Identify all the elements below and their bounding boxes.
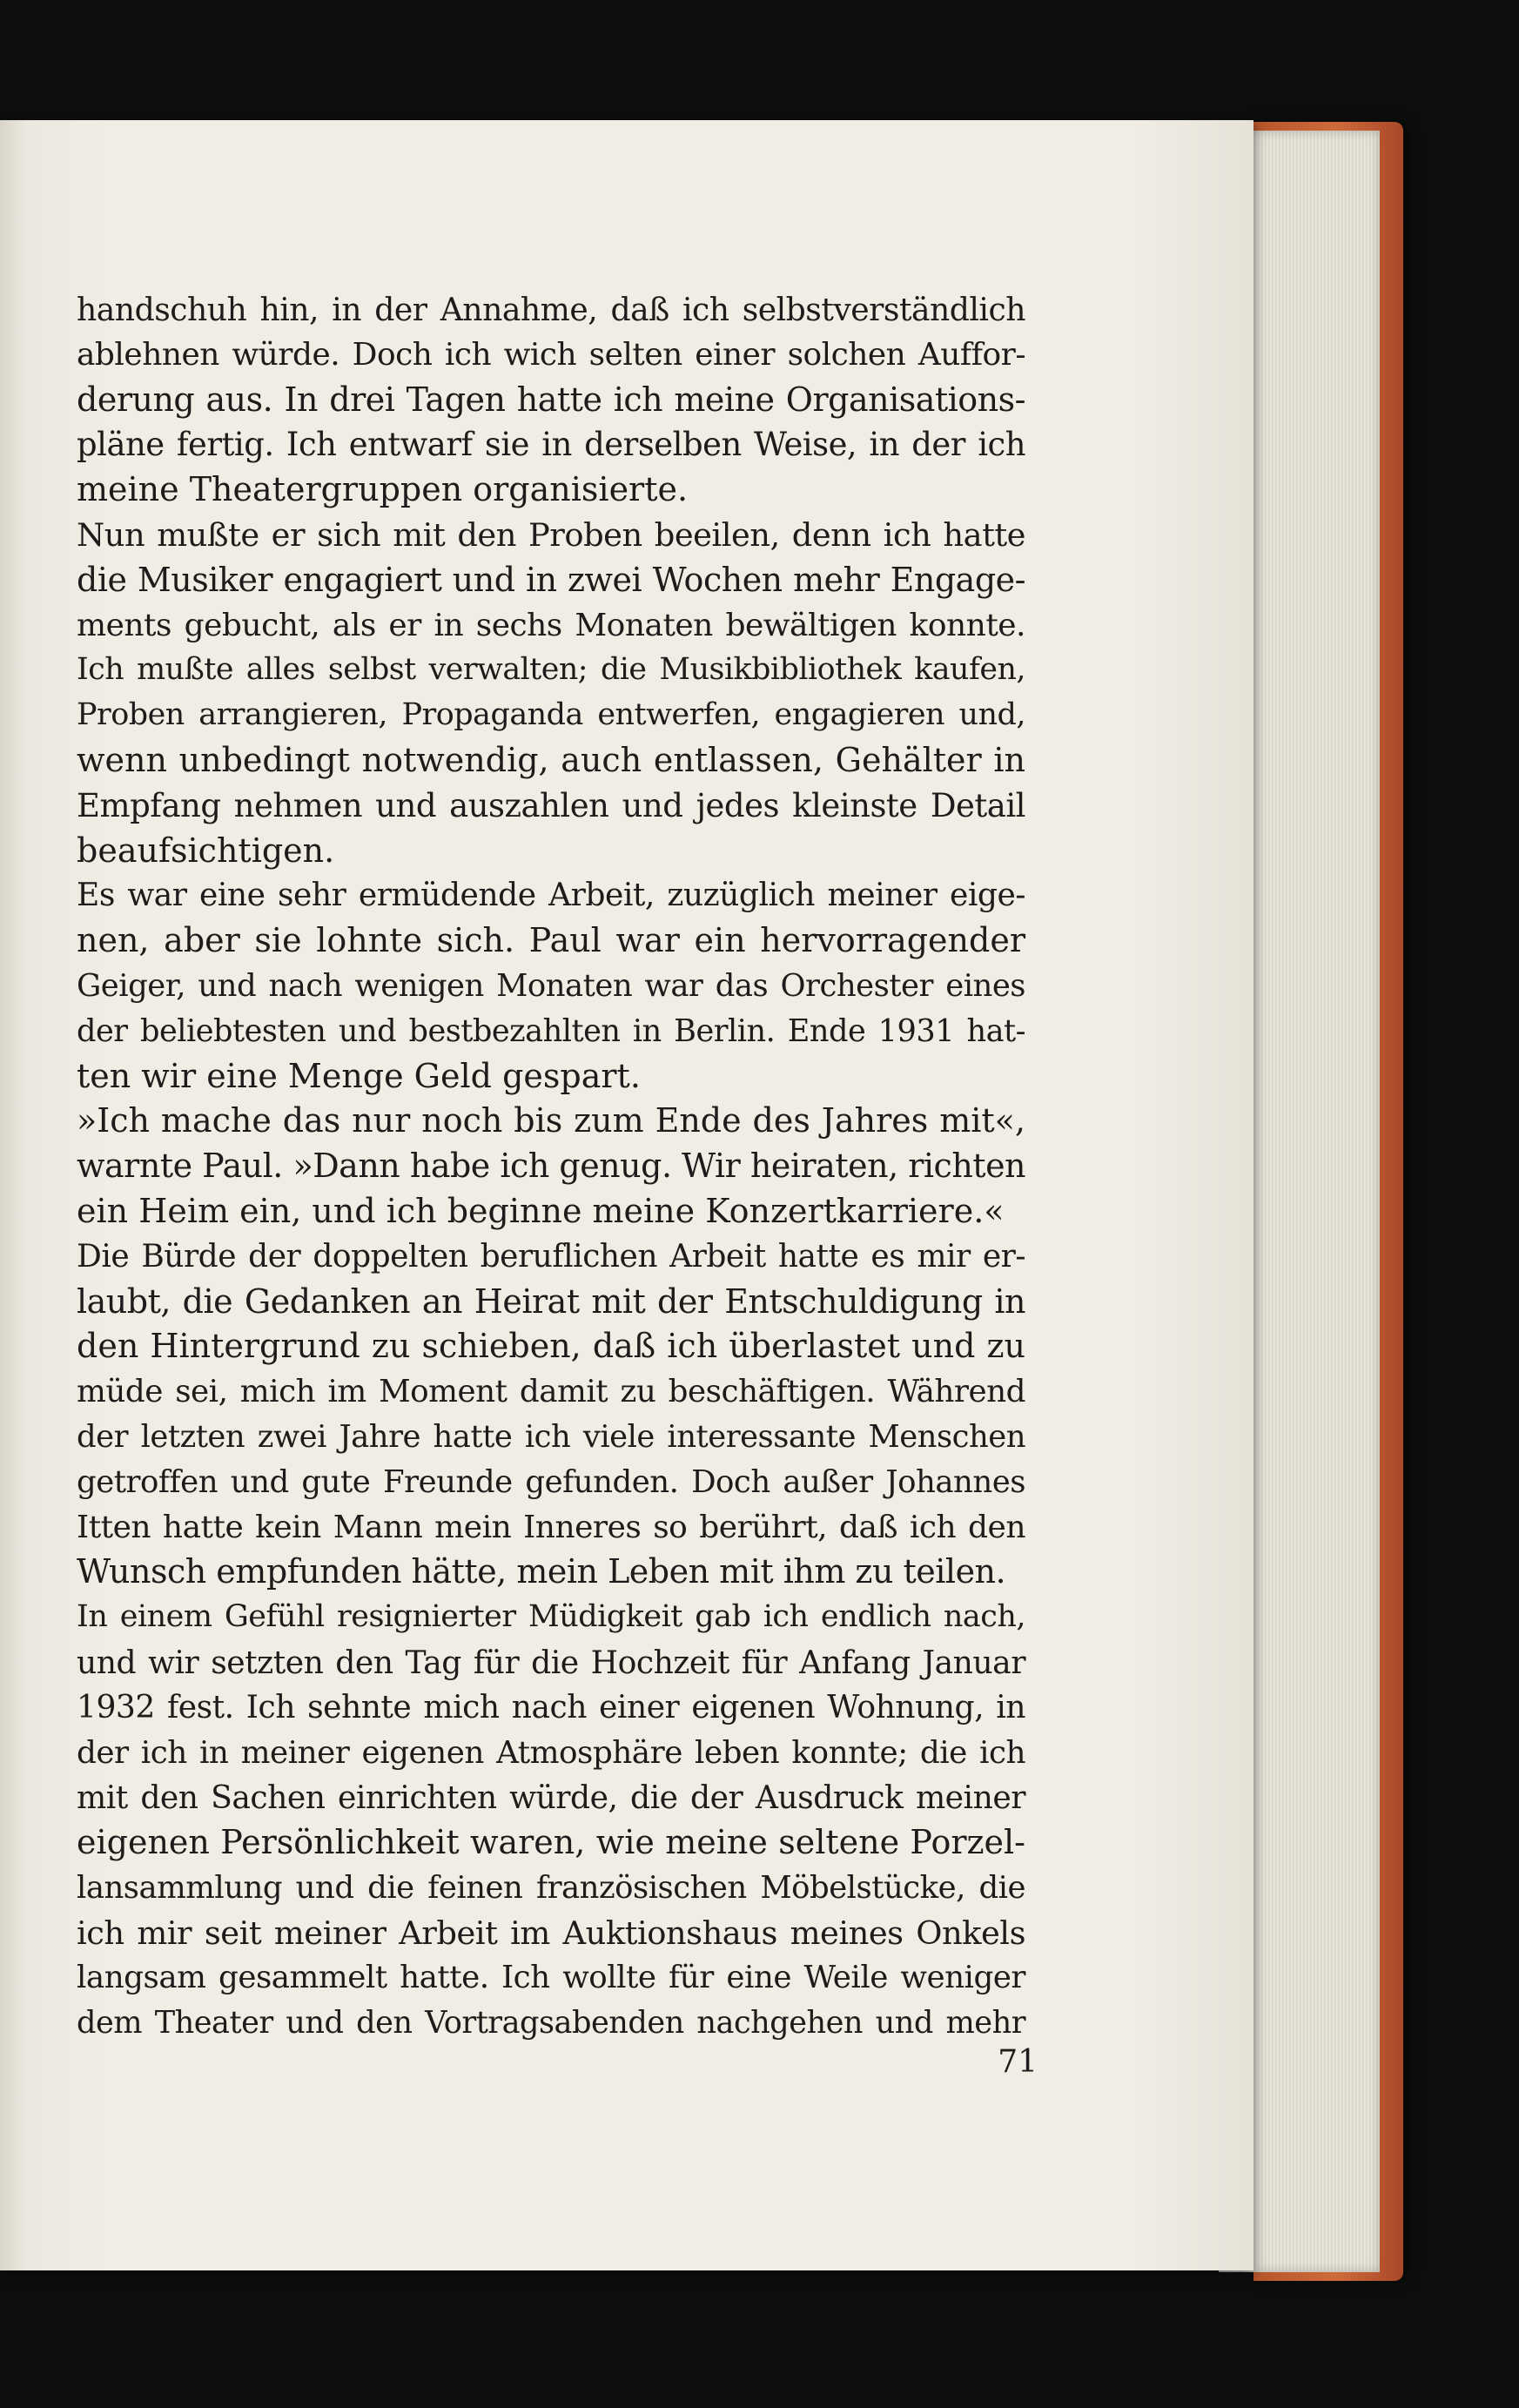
text-line: pläne fertig. Ich entwarf sie in derselben Weise, in der ich [77,426,1025,464]
text-line: mit den Sachen einrichten würde, die der Ausdruck meiner [77,1779,1025,1817]
body-text [77,287,1026,2041]
text-line: der letzten zwei Jahre hatte ich viele interessante Menschen [77,1418,1025,1455]
text-line: den Hintergrund zu schieben, daß ich überlastet und zu [77,1327,1025,1366]
text-line: ten wir eine Menge Geld gespart. [77,1056,641,1095]
text-line: derung aus. In drei Tagen hatte ich meine Organisations- [77,380,1025,419]
text-line: dem Theater und den Vortragsabenden nachgehen und mehr [77,2005,1025,2041]
text-line: der ich in meiner eigenen Atmosphäre leben konnte; die ich [77,1734,1025,1771]
text-line: handschuh hin, in der Annahme, daß ich selbstverständlich [77,291,1025,328]
text-line: eigenen Persönlichkeit waren, wie meine seltene Porzel- [77,1823,1025,1862]
text-line: Die Bürde der doppelten beruflichen Arbeit hatte es mir er- [77,1238,1025,1275]
text-line: »Ich mache das nur noch bis zum Ende des Jahres mit«, [77,1101,1025,1140]
text-line: der beliebtesten und bestbezahlten in Berlin. Ende 1931 hat- [77,1012,1025,1049]
text-line: wenn unbedingt notwendig, auch entlassen, Gehälter in [77,740,1025,779]
text-line: laubt, die Gedanken an Heirat mit der Entschuldigung in [77,1281,1025,1321]
text-line: 1932 fest. Ich sehnte mich nach einer eigenen Wohnung, in [77,1688,1025,1725]
text-line: Es war eine sehr ermüdende Arbeit, zuzüglich meiner eige- [77,877,1025,914]
text-line: beaufsichtigen. [77,831,335,870]
text-line: meine Theatergruppen organisierte. [77,470,689,509]
text-line: müde sei, mich im Moment damit zu beschäftigen. Während [77,1374,1025,1410]
text-line: Proben arrangieren, Propaganda entwerfen, engagieren und, [77,697,1025,733]
text-line: langsam gesammelt hatte. Ich wollte für eine Weile weniger [77,1960,1025,1996]
text-line: Empfang nehmen und auszahlen und jedes kleinste Detail [77,786,1025,824]
book-page [0,120,1254,2270]
text-line: In einem Gefühl resignierter Müdigkeit gab ich endlich nach, [77,1599,1025,1635]
text-line: Nun mußte er sich mit den Proben beeilen, denn ich hatte [77,515,1025,554]
text-line: Itten hatte kein Mann mein Inneres so berührt, daß ich den [77,1509,1025,1545]
text-line: ich mir seit meiner Arbeit im Auktionshaus meines Onkels [77,1914,1025,1952]
text-line: warnte Paul. »Dann habe ich genug. Wir heiraten, richten [77,1147,1026,1186]
text-line: und wir setzten den Tag für die Hochzeit für Anfang Januar [77,1643,1025,1681]
text-line: ein Heim ein, und ich beginne meine Konzertkarriere.« [77,1191,1005,1230]
text-line: Wunsch empfunden hätte, mein Leben mit ihm zu teilen. [77,1552,1006,1591]
page-number: 71 [998,2044,1038,2080]
text-line: Geiger, und nach wenigen Monaten war das Orchester eines [77,967,1025,1004]
text-line: die Musiker engagiert und in zwei Wochen mehr Engage- [77,560,1025,599]
text-line: lansammlung und die feinen französischen Möbelstücke, die [77,1869,1025,1906]
text-line: nen, aber sie lohnte sich. Paul war ein hervorragender [77,921,1025,960]
text-line: getroffen und gute Freunde gefunden. Doch außer Johannes [77,1463,1025,1500]
text-line: ments gebucht, als er in sechs Monaten bewältigen konnte. [77,607,1025,643]
text-line: Ich mußte alles selbst verwalten; die Musikbibliothek kaufen, [77,652,1025,688]
text-line: ablehnen würde. Doch ich wich selten einer solchen Auffor- [77,336,1025,373]
